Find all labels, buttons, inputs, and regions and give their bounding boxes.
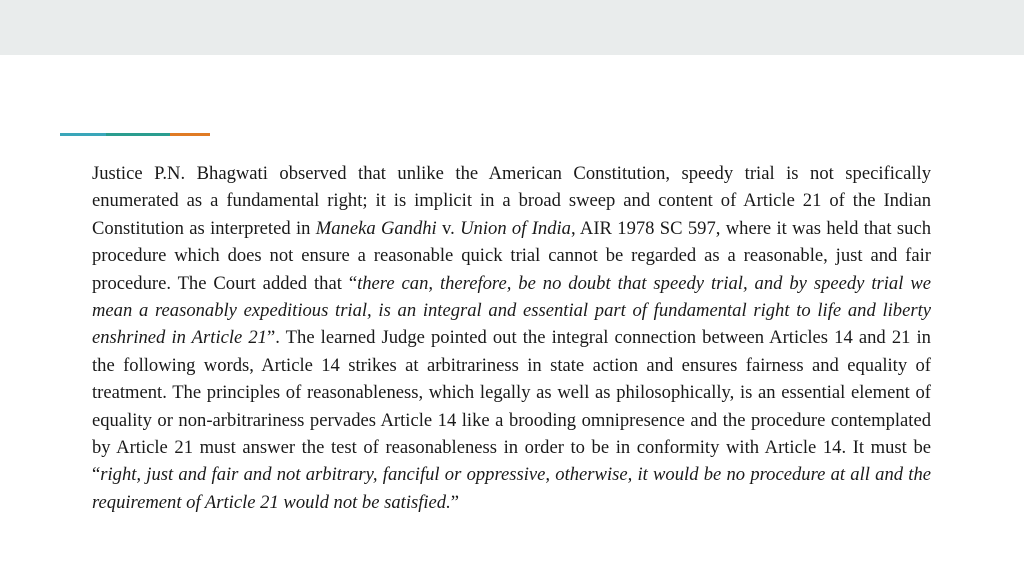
text-run: ”. The learned Judge pointed out the integral connection between Articles 14 and 21 in the following words, Article 14 strikes at arbitrariness in state action and ensures fairness and equality of treatment. The principles of reasonableness, which legally as well as philosophically, is an essential element of equality or non-arbitrariness pervades Article 14 like a brooding omnipresence and the procedure contemplated by Article 21 must answer the test of reasonableness in order to be in conformity with Article 14. It must be “ <box>92 327 931 486</box>
accent-divider <box>60 133 210 136</box>
accent-segment-blue <box>60 133 106 136</box>
case-name-italic: Union of India <box>460 217 571 239</box>
body-paragraph <box>92 160 931 516</box>
accent-segment-teal <box>106 133 170 136</box>
text-run: Justice P.N. Bhagwati observed that unlike the American Constitution, speedy trial is not specifically enumerated as a fundamental right; it is implicit in a broad sweep and content of Article 21 of the Indian Constitution as interpreted in <box>92 163 931 239</box>
case-name-italic: Maneka Gandhi <box>315 217 437 239</box>
accent-segment-orange <box>170 133 210 136</box>
quotation-italic: right, just and fair and not arbitrary, fanciful or oppressive, otherwise, it would be no procedure at all and the requirement of Article 21 would not be satisfied. <box>92 464 931 513</box>
text-run: v. <box>436 217 461 239</box>
text-run: , AIR 1978 SC 597, where it was held that such procedure which does not ensure a reasonable quick trial cannot be regarded as a reasonable, just and fair procedure. The Court added that “ <box>92 217 931 294</box>
quotation-italic: there can, therefore, be no doubt that speedy trial, and by speedy trial we mean a reasonably expeditious trial, is an integral and essential part of fundamental right to life and liberty enshrined in Article 21 <box>92 272 931 349</box>
header-band <box>0 0 1024 55</box>
text-run: ” <box>450 491 460 513</box>
